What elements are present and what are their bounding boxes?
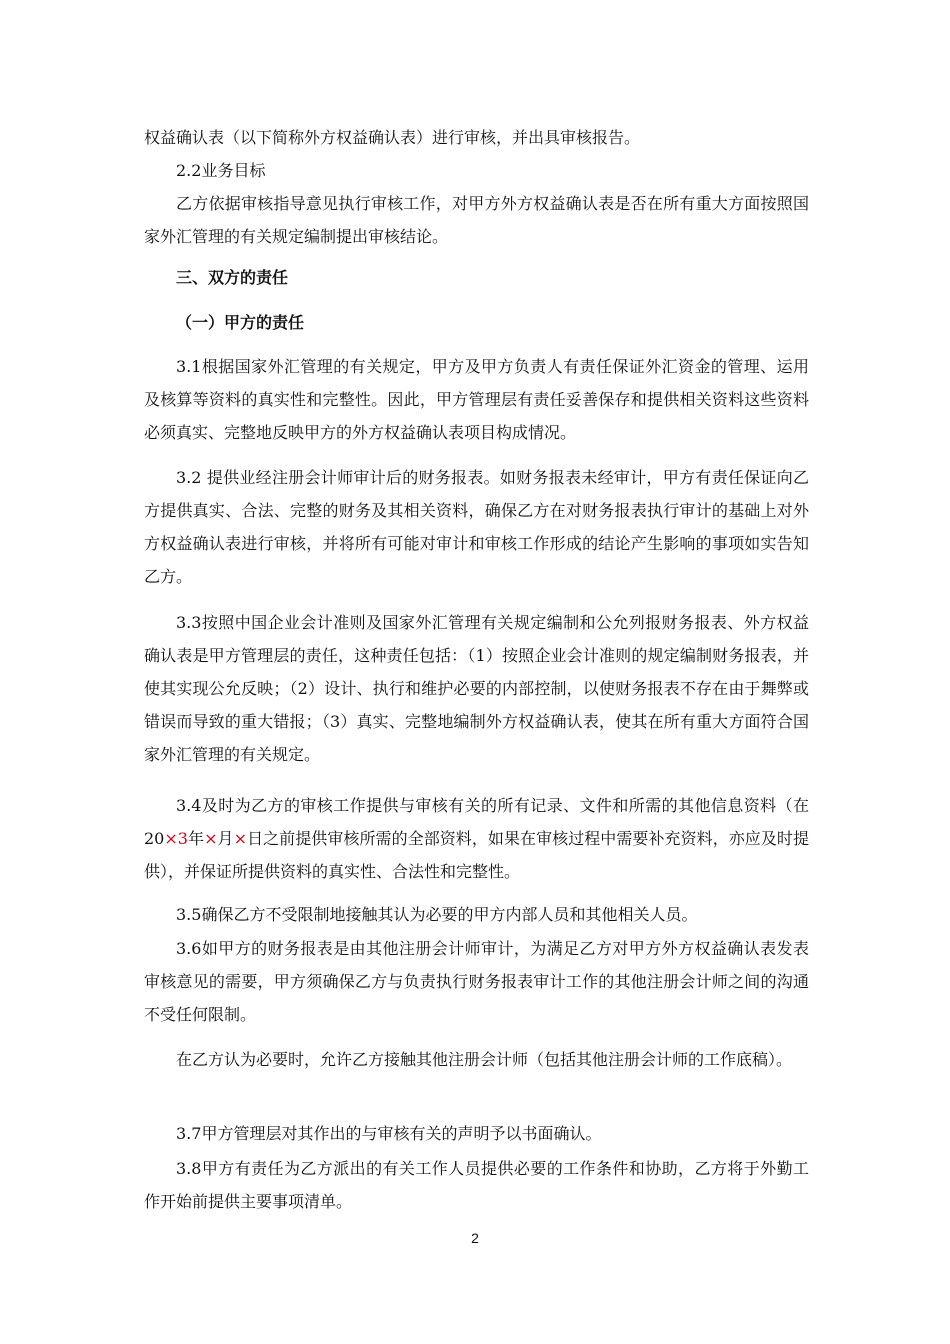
paragraph-3-3: 3.3按照中国企业会计准则及国家外汇管理有关规定编制和公允列报财务报表、外方权益确认表是甲方管理层的责任，这种责任包括：（1）按照企业会计准则的规定编制财务报表，并使其实现公允反映；（2）设计、执行和维护必要的内部控制，以使财务报表不存在由于舞弊或错误而导致的重大错报；（3）真实、完整地编制外方权益确认表，使其在所有重大方面符合国家外汇管理的有关规定。 — [144, 613, 809, 764]
paragraph-3-6: 3.6如甲方的财务报表是由其他注册会计师审计，为满足乙方对甲方外方权益确认表发表审核意见的需要，甲方须确保乙方与负责执行财务报表审计工作的其他注册会计师之间的沟通不受任何限制。 — [144, 939, 809, 1024]
paragraph-3-1: 3.1根据国家外汇管理的有关规定，甲方及甲方负责人有责任保证外汇资金的管理、运用及核算等资料的真实性和完整性。因此，甲方管理层有责任妥善保存和提供相关资料这些资料必须真实、完整地反映甲方的外方权益确认表项目构成情况。 — [144, 357, 809, 442]
subsection-heading-party-a: （一）甲方的责任 — [176, 313, 305, 332]
placeholder-day-mark: × — [233, 829, 248, 848]
paragraph-allow-access: 在乙方认为必要时，允许乙方接触其他注册会计师（包括其他注册会计师的工作底稿）。 — [176, 1050, 793, 1069]
paragraph-business-goal: 乙方依据审核指导意见执行审核工作，对甲方外方权益确认表是否在所有重大方面按照国家外汇管理的有关规定编制提出审核结论。 — [144, 194, 809, 246]
text-segment: 3.4及时为乙方的审核工作提供与审核有关的所有记录、文件和所需的其他信息资料（在20 — [144, 796, 809, 848]
section-heading-2-2: 2.2业务目标 — [176, 161, 266, 180]
paragraph-continuation: 权益确认表（以下简称外方权益确认表）进行审核，并出具审核报告。 — [144, 128, 641, 147]
section-heading-3: 三、双方的责任 — [176, 268, 289, 287]
page-number: 2 — [471, 1230, 479, 1246]
paragraph-3-4 — [144, 789, 809, 888]
paragraph-3-2: 3.2 提供业经注册会计师审计后的财务报表。如财务报表未经审计，甲方有责任保证向乙方提供真实、合法、完整的财务及其相关资料，确保乙方在对财务报表执行审计的基础上对外方权益确认表进行审核，并将所有可能对审计和审核工作形成的结论产生影响的事项如实告知乙方。 — [144, 468, 809, 586]
placeholder-month-mark: × — [204, 829, 218, 848]
text-segment: 年 — [187, 829, 205, 848]
paragraph-3-7: 3.7甲方管理层对其作出的与审核有关的声明予以书面确认。 — [176, 1124, 602, 1143]
placeholder-year-mark: ×3 — [164, 829, 188, 848]
paragraph-3-8: 3.8甲方有责任为乙方派出的有关工作人员提供必要的工作条件和协助，乙方将于外勤工作开始前提供主要事项清单。 — [144, 1159, 809, 1211]
text-segment: 日之前提供审核所需的全部资料，如果在审核过程中需要补充资料，亦应及时提供），并保证所提供资料的真实性、合法性和完整性。 — [144, 829, 809, 881]
text-segment: 月 — [217, 829, 234, 848]
paragraph-3-5: 3.5确保乙方不受限制地接触其认为必要的甲方内部人员和其他相关人员。 — [176, 905, 698, 924]
